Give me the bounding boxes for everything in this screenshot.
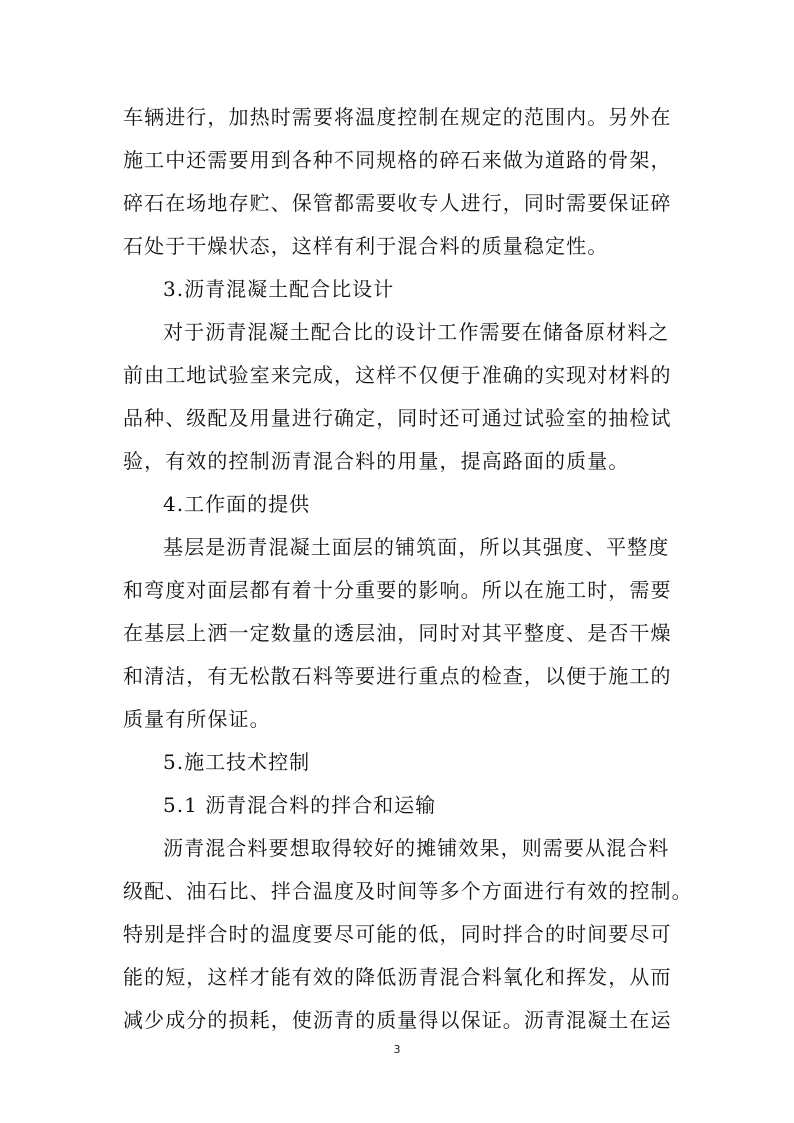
body-text-line: 车辆进行，加热时需要将温度控制在规定的范围内。另外在	[123, 105, 672, 129]
body-text-line: 基层是沥青混凝土面层的铺筑面，所以其强度、平整度	[163, 535, 670, 559]
body-text-line: 施工中还需要用到各种不同规格的碎石来做为道路的骨架，	[123, 148, 672, 172]
body-text-line: 和弯度对面层都有着十分重要的影响。所以在施工时，需要	[123, 578, 672, 602]
page-number: 3	[393, 1043, 401, 1056]
body-text-line: 验，有效的控制沥青混合料的用量，提高路面的质量。	[123, 449, 630, 473]
body-text-line: 品种、级配及用量进行确定，同时还可通过试验室的抽检试	[123, 406, 672, 430]
body-text-line: 和清洁，有无松散石料等要进行重点的检查，以便于施工的	[123, 664, 672, 688]
body-text-line: 能的短，这样才能有效的降低沥青混合料氧化和挥发，从而	[123, 965, 672, 989]
section-heading: 3.沥青混凝土配合比设计	[163, 277, 395, 301]
body-text-line: 特别是拌合时的温度要尽可能的低，同时拌合的时间要尽可	[123, 922, 672, 946]
body-text-line: 级配、油石比、拌合温度及时间等多个方面进行有效的控制。	[123, 879, 693, 903]
section-heading: 5.施工技术控制	[163, 750, 311, 774]
body-text-line: 碎石在场地存贮、保管都需要收专人进行，同时需要保证碎	[123, 191, 672, 215]
body-text-line: 沥青混合料要想取得较好的摊铺效果，则需要从混合料	[163, 836, 670, 860]
body-text-line: 在基层上洒一定数量的透层油，同时对其平整度、是否干燥	[123, 621, 672, 645]
body-text-line: 石处于干燥状态，这样有利于混合料的质量稳定性。	[123, 234, 609, 258]
section-heading: 4.工作面的提供	[163, 492, 311, 516]
body-text-line: 前由工地试验室来完成，这样不仅便于准确的实现对材料的	[123, 363, 672, 387]
subsection-heading: 5.1 沥青混合料的拌合和运输	[163, 793, 437, 817]
body-text-line: 减少成分的损耗，使沥青的质量得以保证。沥青混凝土在运	[123, 1008, 672, 1032]
body-text-line: 对于沥青混凝土配合比的设计工作需要在储备原材料之	[163, 320, 670, 344]
body-text-line: 质量有所保证。	[123, 707, 271, 731]
